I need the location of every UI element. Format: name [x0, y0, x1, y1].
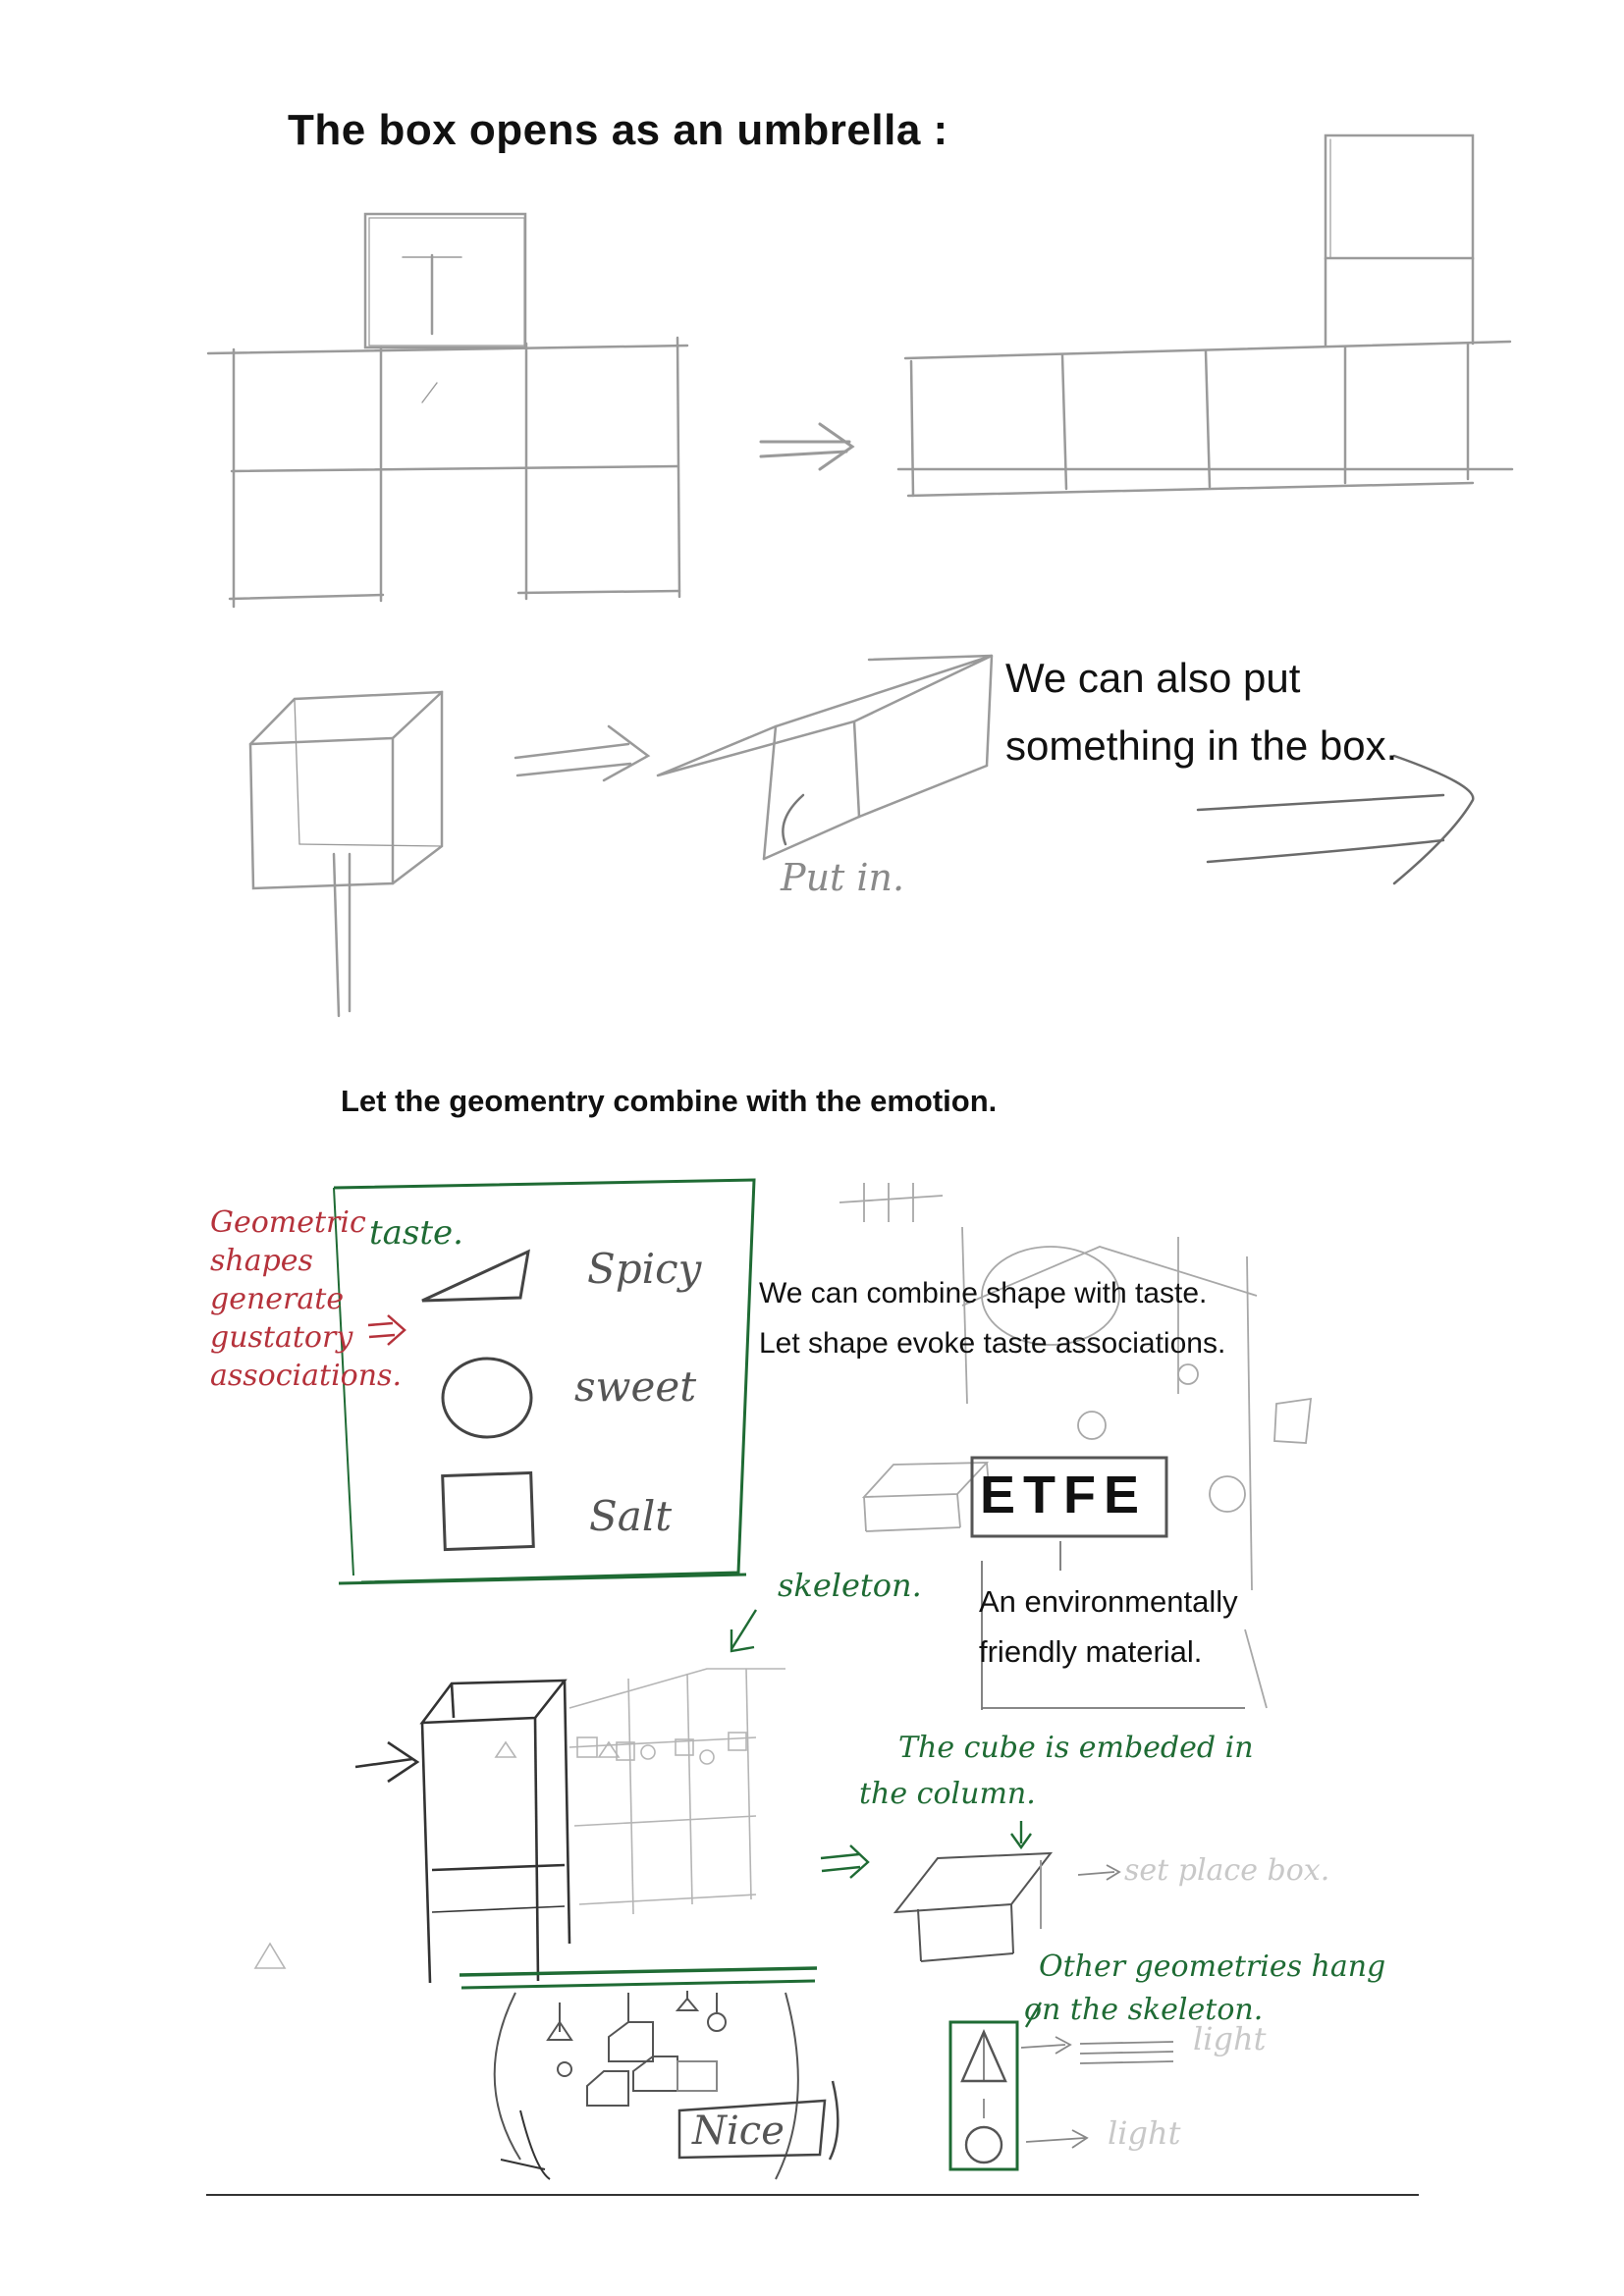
skeleton-column-sketch — [355, 1681, 569, 1983]
cube-note — [859, 1726, 1254, 1817]
taste-note-line-2: Let shape evoke taste associations. — [759, 1327, 1226, 1360]
triangle-icon — [422, 1252, 528, 1301]
arrow-icon — [731, 1610, 756, 1651]
taste-salt-label: Salt — [589, 1492, 673, 1540]
etfe-label: ETFE — [980, 1466, 1148, 1524]
circle-light-icon — [966, 2127, 1001, 2163]
circle-icon — [443, 1359, 531, 1437]
arrow-icon — [761, 424, 852, 469]
taste-side-label-line: shapes — [210, 1244, 313, 1278]
page-title: The box opens as an umbrella : — [288, 106, 948, 154]
arrow-icon — [515, 726, 648, 780]
taste-side-label-line: associations. — [210, 1359, 402, 1393]
cube-note-line-1: The cube is embeded in — [898, 1731, 1254, 1765]
taste-header: taste. — [369, 1213, 463, 1253]
hang-note — [1024, 1946, 1386, 2031]
hang-note-line-1: Other geometries hang — [1039, 1949, 1386, 1984]
umbrella-cube-sketch — [250, 692, 442, 1016]
box-net-cross — [208, 214, 687, 607]
box-net-opened — [898, 135, 1512, 496]
hang-note-line-2: on the skeleton. — [1024, 1992, 1264, 2027]
taste-sweet-label: sweet — [574, 1362, 697, 1411]
set-place-label: set place box. — [1124, 1853, 1330, 1888]
light-label-2: light — [1108, 2114, 1181, 2152]
arrow-icon — [821, 1821, 1041, 2027]
section-title: Let the geomentry combine with the emotion. — [341, 1084, 998, 1118]
skeleton-label: skeleton. — [778, 1567, 922, 1604]
etfe-note — [979, 1576, 1238, 1677]
put-in-label: Put in. — [781, 856, 905, 899]
taste-note — [759, 1268, 1225, 1368]
cube-note-line-2: the column. — [859, 1776, 1036, 1811]
nice-label: Nice — [692, 2109, 785, 2154]
light-label-1: light — [1193, 2020, 1267, 2057]
box-note-line-2: something in the box. — [1005, 722, 1398, 770]
nice-frame-accent — [830, 2081, 838, 2160]
box-note-line-1: We can also put — [1005, 655, 1301, 701]
taste-side-label-line: generate — [210, 1282, 345, 1316]
open-box-sketch — [658, 656, 992, 859]
taste-side-label-line: Geometric — [210, 1205, 366, 1240]
taste-side-label-line: gustatory — [210, 1320, 353, 1355]
taste-spicy-label: Spicy — [587, 1245, 702, 1293]
taste-note-line-1: We can combine shape with taste. — [759, 1277, 1208, 1309]
box-note — [1005, 644, 1397, 780]
etfe-note-line-2: friendly material. — [979, 1634, 1203, 1670]
skeleton-grid-sketch — [255, 1669, 785, 1968]
etfe-note-line-1: An environmentally — [979, 1584, 1238, 1619]
square-icon — [443, 1472, 534, 1549]
cube-embedded-sketch — [895, 1853, 1051, 1961]
